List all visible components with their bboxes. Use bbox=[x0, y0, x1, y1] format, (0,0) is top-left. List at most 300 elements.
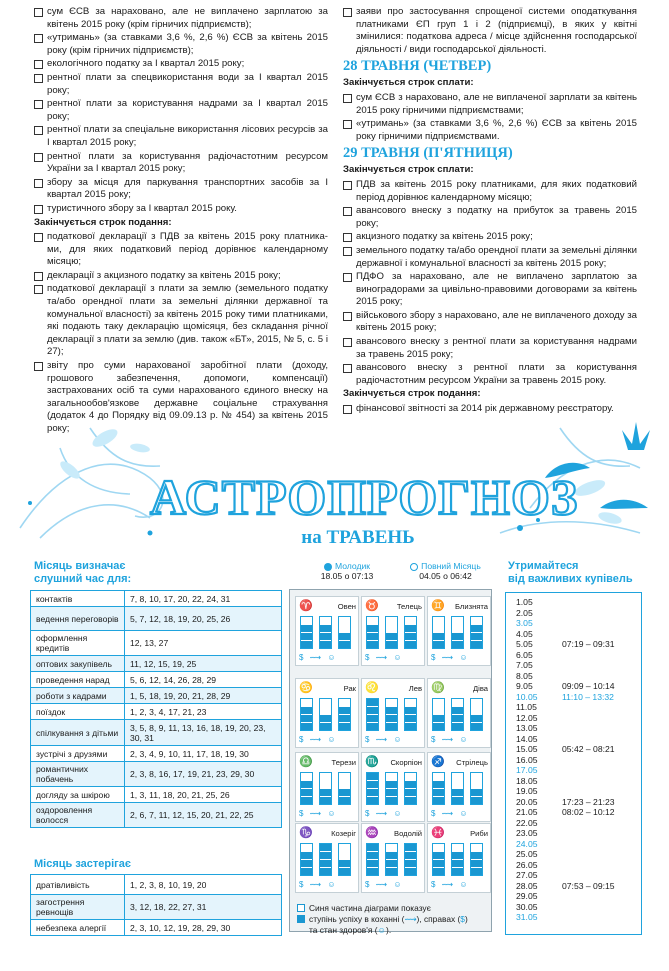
business-bar bbox=[319, 772, 332, 805]
bar-segment bbox=[339, 633, 350, 640]
abstain-heading bbox=[508, 560, 643, 586]
bar-segment bbox=[386, 789, 397, 796]
bar-segment bbox=[471, 852, 482, 859]
zodiac-icon: ♊ bbox=[431, 600, 445, 612]
bar-segment bbox=[386, 781, 397, 788]
row-label: проведення нарад bbox=[31, 672, 125, 688]
sign-name: Близнята bbox=[455, 602, 488, 611]
abstain-time: 08:02 – 10:12 bbox=[562, 807, 615, 817]
bar-segment bbox=[433, 789, 444, 796]
row-days: 2, 6, 7, 11, 12, 15, 20, 21, 22, 25 bbox=[125, 803, 282, 828]
list-item bbox=[516, 692, 635, 703]
category-icons: $ ⟿ ☺ bbox=[299, 735, 338, 744]
bar-segment bbox=[386, 633, 397, 640]
sign-card bbox=[295, 823, 359, 893]
health-bar bbox=[470, 843, 483, 876]
abstain-date: 21.05 bbox=[516, 807, 538, 817]
full-moon-legend bbox=[398, 561, 493, 581]
bar-segment bbox=[367, 633, 378, 640]
category-icons: $ ⟿ ☺ bbox=[365, 809, 404, 818]
bar-segment bbox=[301, 781, 312, 788]
list-item bbox=[343, 310, 637, 335]
list-item bbox=[516, 797, 635, 808]
abstain-date: 29.05 bbox=[516, 891, 538, 901]
abstain-date: 3.05 bbox=[516, 618, 533, 628]
list-item bbox=[34, 231, 328, 269]
row-label: дратівливість bbox=[31, 875, 125, 895]
list-item bbox=[343, 245, 637, 270]
list-item bbox=[343, 118, 637, 143]
item-text: фінансової звітності за 2014 рік державному реєстратору. bbox=[356, 403, 614, 415]
bar-segment bbox=[433, 868, 444, 875]
bar-segment bbox=[471, 625, 482, 632]
love-bar bbox=[300, 843, 313, 876]
table-row bbox=[31, 787, 282, 803]
love-bar bbox=[432, 772, 445, 805]
bar-segment bbox=[301, 707, 312, 714]
love-bar bbox=[300, 772, 313, 805]
row-label: роботи з кадрами bbox=[31, 688, 125, 704]
checkbox[interactable] bbox=[34, 362, 43, 371]
bar-segment bbox=[452, 715, 463, 722]
list-item bbox=[343, 271, 637, 309]
checkbox[interactable] bbox=[343, 273, 352, 282]
business-bar bbox=[319, 698, 332, 731]
horoscope-grid bbox=[289, 589, 492, 932]
table-row bbox=[31, 875, 282, 895]
list-item bbox=[516, 650, 635, 661]
table-row bbox=[31, 656, 282, 672]
bar-segment bbox=[405, 715, 416, 722]
list-item bbox=[516, 702, 635, 713]
checkbox[interactable] bbox=[34, 60, 43, 69]
bar-segment bbox=[405, 781, 416, 788]
checkbox[interactable] bbox=[343, 338, 352, 347]
abstain-date: 31.05 bbox=[516, 912, 538, 922]
checkbox[interactable] bbox=[34, 233, 43, 242]
bar-segment bbox=[367, 641, 378, 648]
sign-name: Водолій bbox=[394, 829, 422, 838]
sign-name: Козеріг bbox=[331, 829, 356, 838]
abstain-time: 09:09 – 10:14 bbox=[562, 681, 615, 691]
row-days: 7, 8, 10, 17, 20, 22, 24, 31 bbox=[125, 591, 282, 607]
bar-segment bbox=[367, 797, 378, 804]
bar-segment bbox=[405, 641, 416, 648]
abstain-date: 28.05 bbox=[516, 880, 538, 891]
bar-segment bbox=[405, 797, 416, 804]
new-moon-label: Молодик bbox=[334, 561, 371, 571]
category-icons: $ ⟿ ☺ bbox=[431, 880, 470, 889]
bar-segment bbox=[452, 723, 463, 730]
bar-segment bbox=[301, 852, 312, 859]
abstain-date: 10.05 bbox=[516, 691, 538, 702]
bar-segment bbox=[405, 868, 416, 875]
grid-legend-text: ступінь успіху в коханні ( bbox=[309, 914, 405, 924]
grid-legend bbox=[297, 903, 494, 936]
abstain-heading-line1: Утримайтеся bbox=[508, 560, 579, 572]
checkbox[interactable] bbox=[34, 8, 43, 17]
item-text: податкової декларації з плати за землю (земельного податку та/або орендної плати за земельні ділянки державної та комунальної власності) за квітень 2015 року тими платниками, які подають таку декларацію щомісяця, без складання річної декларації з плати за землю (див. також «БТ», 2015, № 5, с. 5 і 27); bbox=[47, 283, 328, 358]
health-bar bbox=[338, 616, 351, 649]
bar-segment bbox=[367, 625, 378, 632]
list-item bbox=[516, 912, 635, 923]
checkbox[interactable] bbox=[343, 312, 352, 321]
sign-card bbox=[361, 678, 425, 748]
item-text: звіту про суми нарахованої заробітної плати (доходу, грошового забезпечення, допомоги, компенсації) застрахованих осіб та суми нарахованого єдиного внеску на загальнообов'язкове державне соціальне страхування (додаток 4 до Порядку від 09.09.13 р. № 454) за квітень 2015 року; bbox=[47, 360, 328, 434]
bar-segment bbox=[367, 723, 378, 730]
love-bar bbox=[432, 616, 445, 649]
empty-key-icon bbox=[297, 904, 305, 912]
bar-segment bbox=[452, 707, 463, 714]
abstain-time: 07:19 – 09:31 bbox=[562, 639, 615, 649]
item-text: збору за місця для паркування транспортних засобів за I квартал 2015 року; bbox=[47, 176, 328, 201]
abstain-date: 17.05 bbox=[516, 765, 538, 775]
list-item bbox=[516, 839, 635, 850]
row-label: контактів bbox=[31, 591, 125, 607]
grid-legend-text: ), справах ( bbox=[416, 914, 461, 924]
filled-key-icon bbox=[297, 915, 305, 923]
list-item bbox=[516, 765, 635, 776]
abstain-date: 19.05 bbox=[516, 786, 538, 796]
bar-segment bbox=[471, 715, 482, 722]
list-item bbox=[516, 671, 635, 682]
favorable-heading bbox=[34, 560, 131, 586]
list-item bbox=[516, 597, 635, 608]
bar-segment bbox=[386, 723, 397, 730]
abstain-date: 11.05 bbox=[516, 702, 537, 712]
row-label: ведення переговорів bbox=[31, 607, 125, 631]
item-text: рентної плати за спецвикористання води за I квартал 2015 року; bbox=[47, 71, 328, 96]
grid-legend-text: ) bbox=[464, 914, 468, 924]
list-item bbox=[34, 58, 328, 71]
abstain-date: 13.05 bbox=[516, 723, 538, 733]
business-bar bbox=[451, 698, 464, 731]
list-item bbox=[34, 6, 328, 31]
warning-heading: Місяць застерігає bbox=[34, 858, 131, 870]
zodiac-icon: ♒ bbox=[365, 827, 379, 839]
business-bar bbox=[319, 843, 332, 876]
list-item bbox=[34, 151, 328, 176]
list-item bbox=[34, 283, 328, 359]
zodiac-icon: ♏ bbox=[365, 756, 379, 768]
abstain-date: 27.05 bbox=[516, 870, 538, 880]
bar-segment bbox=[471, 797, 482, 804]
abstain-date: 7.05 bbox=[516, 660, 533, 670]
table-row bbox=[31, 720, 282, 746]
item-text: земельного податку та/або орендної плати за земельні ділянки державної і комунальної власності за квітень 2015 року; bbox=[356, 244, 637, 269]
list-item bbox=[516, 881, 635, 892]
full-moon-icon bbox=[410, 563, 418, 571]
table-row bbox=[31, 803, 282, 828]
list-item bbox=[516, 681, 635, 692]
item-text: декларації з акцизного податку за квітень 2015 року; bbox=[47, 269, 281, 281]
item-text: сум ЄСВ за нараховано, але не виплачено зарплатою за квітень 2015 року (крім гірничих підприємств); bbox=[47, 6, 328, 30]
table-row bbox=[31, 895, 282, 920]
bar-segment bbox=[452, 633, 463, 640]
zodiac-icon: ♋ bbox=[299, 682, 313, 694]
abstain-date: 24.05 bbox=[516, 838, 538, 849]
row-days: 1, 3, 11, 18, 20, 21, 25, 26 bbox=[125, 787, 282, 803]
bar-segment bbox=[301, 797, 312, 804]
bar-segment bbox=[433, 860, 444, 867]
bar-segment bbox=[301, 641, 312, 648]
abstain-date: 20.05 bbox=[516, 796, 538, 807]
bar-segment bbox=[452, 797, 463, 804]
left-column bbox=[34, 6, 328, 437]
bar-segment bbox=[367, 773, 378, 780]
zodiac-icon: ♌ bbox=[365, 682, 379, 694]
list-item bbox=[34, 177, 328, 202]
business-bar bbox=[451, 616, 464, 649]
bar-segment bbox=[367, 844, 378, 851]
love-bar bbox=[366, 843, 379, 876]
checkbox[interactable] bbox=[34, 34, 43, 43]
list-item bbox=[516, 629, 635, 640]
bar-segment bbox=[471, 860, 482, 867]
item-text: військового збору з нараховано, але не виплаченого доходу за квітень 2015 року; bbox=[356, 309, 637, 334]
health-bar bbox=[404, 843, 417, 876]
abstain-date: 25.05 bbox=[516, 849, 538, 859]
table-row bbox=[31, 704, 282, 720]
new-moon-date: 18.05 о 07:13 bbox=[320, 571, 374, 581]
list-item bbox=[516, 860, 635, 871]
right-column bbox=[343, 6, 637, 417]
row-days: 3, 12, 18, 22, 27, 31 bbox=[125, 895, 282, 920]
bar-segment bbox=[320, 852, 331, 859]
bar-segment bbox=[367, 699, 378, 706]
category-icons: $ ⟿ ☺ bbox=[365, 880, 404, 889]
sign-name: Стрілець bbox=[456, 758, 488, 767]
bar-segment bbox=[433, 852, 444, 859]
bar-segment bbox=[405, 789, 416, 796]
list-item bbox=[343, 231, 637, 244]
bar-segment bbox=[405, 625, 416, 632]
row-days: 5, 6, 12, 14, 26, 28, 29 bbox=[125, 672, 282, 688]
abstain-date: 5.05 bbox=[516, 639, 533, 649]
list-item bbox=[34, 32, 328, 57]
list-item bbox=[34, 72, 328, 97]
payment-list-29 bbox=[343, 179, 637, 388]
checkbox[interactable] bbox=[343, 364, 352, 373]
abstain-date: 6.05 bbox=[516, 649, 533, 660]
abstain-date: 16.05 bbox=[516, 754, 538, 765]
grid-legend-line2 bbox=[297, 914, 494, 925]
health-bar bbox=[338, 772, 351, 805]
abstain-date: 4.05 bbox=[516, 628, 533, 639]
abstain-heading-line2: від важливих купівель bbox=[508, 573, 633, 585]
bar-segment bbox=[386, 797, 397, 804]
list-item bbox=[516, 660, 635, 671]
sign-card bbox=[295, 596, 359, 666]
row-label: догляду за шкірою bbox=[31, 787, 125, 803]
item-text: ПДФО за нараховано, але не виплачено зарплатою за виноградорами за цивільно-правовими договорами за квітень 2015 року; bbox=[356, 271, 637, 308]
list-item bbox=[516, 744, 635, 755]
bar-segment bbox=[405, 844, 416, 851]
bar-segment bbox=[386, 707, 397, 714]
zodiac-icon: ♓ bbox=[431, 827, 445, 839]
item-text: авансового внеску з рентної плати за користування радіочастотним ресурсом України за травень 2015 року. bbox=[356, 362, 637, 386]
bar-segment bbox=[471, 641, 482, 648]
checkbox[interactable] bbox=[343, 207, 352, 216]
item-text: екологічного податку за I квартал 2015 року; bbox=[47, 58, 245, 70]
bar-segment bbox=[301, 715, 312, 722]
row-label: загострення ревнощів bbox=[31, 895, 125, 920]
filing-heading-29: Закінчується строк подання: bbox=[343, 388, 481, 400]
sign-card bbox=[295, 678, 359, 748]
row-days: 12, 13, 27 bbox=[125, 631, 282, 656]
payment-heading-28: Закінчується строк сплати: bbox=[343, 77, 474, 89]
item-text: «утримань» (за ставками 3,6 %, 2,6 %) ЄСВ за квітень 2015 року гірничими підприємствами. bbox=[356, 118, 637, 142]
list-item bbox=[516, 776, 635, 787]
bar-segment bbox=[471, 633, 482, 640]
checkbox[interactable] bbox=[34, 205, 43, 214]
health-bar bbox=[470, 772, 483, 805]
list-item bbox=[516, 608, 635, 619]
business-bar bbox=[319, 616, 332, 649]
bar-segment bbox=[339, 715, 350, 722]
date-heading-29: 29 ТРАВНЯ (П'ЯТНИЦЯ) bbox=[343, 145, 513, 162]
zodiac-icon: ♎ bbox=[299, 756, 313, 768]
checkbox[interactable] bbox=[34, 285, 43, 294]
sign-name: Телець bbox=[396, 602, 422, 611]
bar-segment bbox=[405, 723, 416, 730]
list-item bbox=[343, 6, 637, 56]
checkbox[interactable] bbox=[343, 181, 352, 190]
category-icons: $ ⟿ ☺ bbox=[299, 809, 338, 818]
bar-segment bbox=[320, 868, 331, 875]
bar-segment bbox=[301, 868, 312, 875]
health-bar bbox=[338, 843, 351, 876]
bar-segment bbox=[452, 641, 463, 648]
row-days: 1, 2, 3, 8, 10, 19, 20 bbox=[125, 875, 282, 895]
sign-card bbox=[361, 823, 425, 893]
health-bar bbox=[404, 772, 417, 805]
abstain-date: 9.05 bbox=[516, 681, 533, 691]
list-item bbox=[343, 92, 637, 117]
table-row bbox=[31, 746, 282, 762]
zodiac-icon: ♐ bbox=[431, 756, 445, 768]
list-item bbox=[516, 639, 635, 650]
row-days: 5, 7, 12, 18, 19, 20, 25, 26 bbox=[125, 607, 282, 631]
item-text: ПДВ за квітень 2015 року платниками, для яких податковий період дорівнює календарному місяцю; bbox=[356, 178, 637, 203]
bar-segment bbox=[320, 860, 331, 867]
zodiac-icon: ♍ bbox=[431, 682, 445, 694]
grid-legend-text: та стан здоров'я ( bbox=[309, 925, 378, 935]
warning-table bbox=[30, 874, 282, 936]
sign-name: Лев bbox=[408, 684, 422, 693]
category-icons: $ ⟿ ☺ bbox=[299, 880, 338, 889]
sign-name: Овен bbox=[337, 602, 356, 611]
list-item bbox=[34, 98, 328, 123]
category-icons: $ ⟿ ☺ bbox=[365, 653, 404, 662]
checkbox[interactable] bbox=[343, 233, 352, 242]
business-bar bbox=[385, 698, 398, 731]
bar-segment bbox=[339, 860, 350, 867]
love-bar bbox=[300, 616, 313, 649]
full-moon-label: Повний Місяць bbox=[421, 561, 481, 571]
item-text: рентної плати за користування надрами за I квартал 2015 року; bbox=[47, 98, 328, 122]
love-bar bbox=[366, 772, 379, 805]
checkbox[interactable] bbox=[343, 120, 352, 129]
bar-segment bbox=[320, 797, 331, 804]
item-text: сум ЄСВ з нараховано, але не виплаченої зарплати за квітень 2015 року гірничими підприємствами; bbox=[356, 91, 637, 116]
bar-segment bbox=[301, 625, 312, 632]
business-bar bbox=[451, 772, 464, 805]
business-bar bbox=[385, 772, 398, 805]
checkbox[interactable] bbox=[34, 126, 43, 135]
checkbox[interactable] bbox=[34, 74, 43, 83]
category-icons: $ ⟿ ☺ bbox=[431, 653, 470, 662]
row-days: 2, 3, 8, 16, 17, 19, 21, 23, 29, 30 bbox=[125, 762, 282, 787]
bar-segment bbox=[339, 797, 350, 804]
sign-name: Рак bbox=[343, 684, 356, 693]
grid-legend-line3 bbox=[297, 925, 494, 936]
health-bar bbox=[338, 698, 351, 731]
table-row bbox=[31, 607, 282, 631]
love-bar bbox=[432, 698, 445, 731]
bar-segment bbox=[433, 723, 444, 730]
bar-segment bbox=[320, 844, 331, 851]
sign-name: Риби bbox=[470, 829, 488, 838]
abstain-date: 30.05 bbox=[516, 901, 538, 912]
checkbox[interactable] bbox=[34, 179, 43, 188]
abstain-date: 8.05 bbox=[516, 670, 533, 681]
row-days: 1, 2, 3, 4, 17, 21, 23 bbox=[125, 704, 282, 720]
abstain-date: 12.05 bbox=[516, 712, 538, 723]
item-text: авансового внеску з рентної плати за користування надрами за травень 2015 року; bbox=[356, 336, 637, 360]
health-bar bbox=[470, 698, 483, 731]
sign-card bbox=[427, 678, 491, 748]
sign-name: Терези bbox=[331, 758, 356, 767]
payment-list-28 bbox=[343, 92, 637, 143]
list-item bbox=[516, 723, 635, 734]
bar-segment bbox=[471, 789, 482, 796]
checkbox[interactable] bbox=[343, 247, 352, 256]
bar-segment bbox=[386, 852, 397, 859]
bar-segment bbox=[367, 715, 378, 722]
item-text: авансового внеску з податку на прибуток за травень 2015 року; bbox=[356, 205, 637, 229]
row-label: оздоровлення волосся bbox=[31, 803, 125, 828]
checkbox[interactable] bbox=[34, 100, 43, 109]
bar-segment bbox=[405, 707, 416, 714]
checkbox[interactable] bbox=[34, 272, 43, 281]
row-label: оптових закупівель bbox=[31, 656, 125, 672]
row-label: небезпека алергії bbox=[31, 920, 125, 936]
love-bar bbox=[300, 698, 313, 731]
checkbox[interactable] bbox=[34, 153, 43, 162]
abstain-date: 23.05 bbox=[516, 828, 538, 838]
table-row bbox=[31, 591, 282, 607]
checkbox[interactable] bbox=[343, 8, 352, 17]
list-item bbox=[343, 336, 637, 361]
list-item bbox=[516, 870, 635, 881]
sign-name: Скорпіон bbox=[390, 758, 422, 767]
abstain-time: 07:53 – 09:15 bbox=[562, 880, 615, 891]
checkbox[interactable] bbox=[343, 94, 352, 103]
abstain-time: 17:23 – 21:23 bbox=[562, 796, 615, 807]
bar-segment bbox=[452, 852, 463, 859]
health-bar bbox=[470, 616, 483, 649]
item-text: акцизного податку за квітень 2015 року; bbox=[356, 231, 533, 243]
new-moon-legend bbox=[302, 561, 392, 581]
list-item bbox=[516, 849, 635, 860]
payment-heading-29: Закінчується строк сплати: bbox=[343, 164, 474, 176]
favorable-table bbox=[30, 590, 282, 828]
health-icon: ☺ bbox=[377, 925, 387, 935]
bar-segment bbox=[320, 723, 331, 730]
business-bar bbox=[451, 843, 464, 876]
table-row bbox=[31, 631, 282, 656]
